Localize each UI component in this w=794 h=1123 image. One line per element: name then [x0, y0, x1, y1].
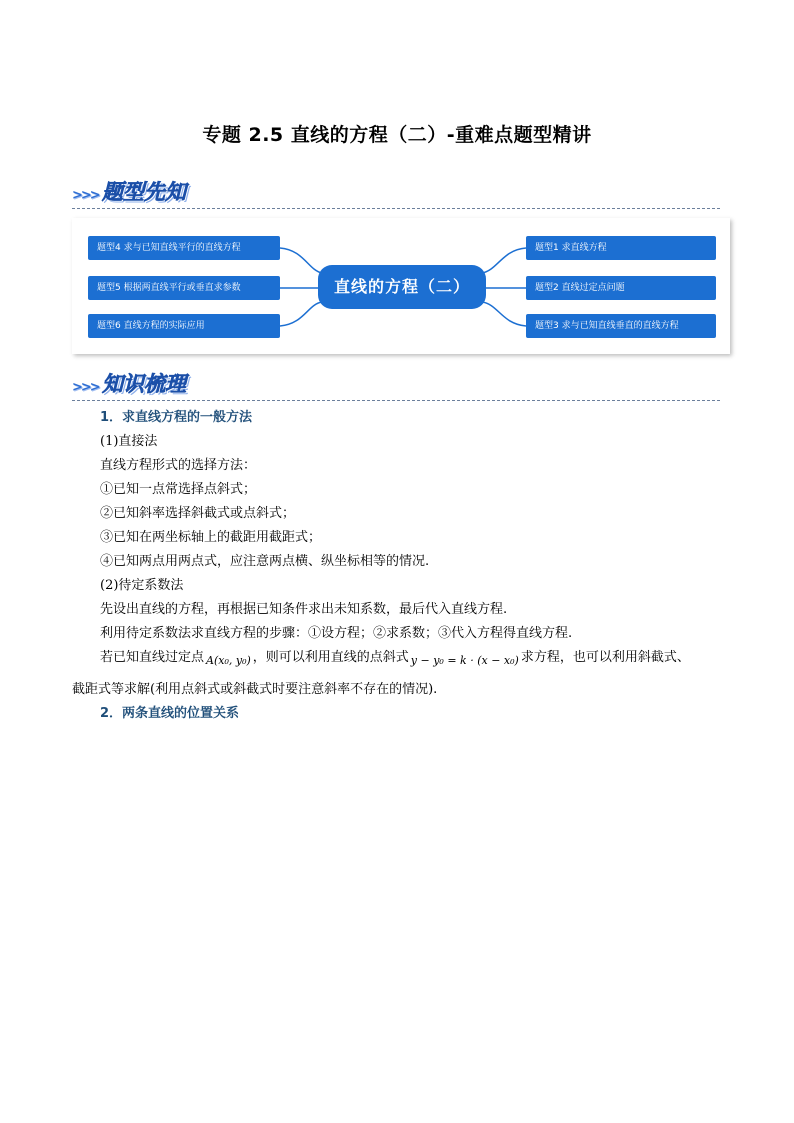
- connector-right-1: [482, 248, 526, 273]
- text-segment: 求方程，也可以利用斜截式、: [520, 650, 690, 665]
- heading-general-methods: 1．求直线方程的一般方法: [100, 410, 253, 425]
- formula-point: A(x₀, y₀): [206, 654, 251, 667]
- text-line: ③已知在两坐标轴上的截距用截距式；: [100, 530, 322, 545]
- section-divider: [72, 208, 720, 209]
- text-line: (2)待定系数法: [100, 578, 184, 593]
- text-segment: 若已知直线过定点: [100, 650, 205, 665]
- section-header-overview: [72, 176, 720, 206]
- connector-left-1: [280, 248, 322, 273]
- page-title: 专题 2.5 直线的方程（二）-重难点题型精讲: [202, 124, 592, 146]
- text-line: ①已知一点常选择点斜式；: [100, 482, 257, 497]
- text-line-fixed-point: [100, 646, 690, 667]
- text-line: 截距式等求解(利用点斜式或斜截式时要注意斜率不存在的情况).: [72, 682, 438, 697]
- heading-line-positions: 2．两条直线的位置关系: [100, 706, 240, 721]
- section-arrows: >>>: [72, 188, 99, 203]
- mindmap-node-type1: 题型1 求直线方程: [526, 236, 716, 260]
- section-label: 知识梳理: [102, 372, 186, 396]
- mindmap-node-type5: 题型5 根据两直线平行或垂直求参数: [88, 276, 280, 300]
- text-segment: ，则可以利用直线的点斜式: [252, 650, 409, 665]
- section-header-knowledge: [72, 368, 720, 398]
- section-divider: [72, 400, 720, 401]
- section-label: 题型先知: [102, 180, 186, 204]
- mindmap-node-type2: 题型2 直线过定点问题: [526, 276, 716, 300]
- text-line: 利用待定系数法求直线方程的步骤：①设方程；②求系数；③代入方程得直线方程.: [100, 626, 573, 641]
- mindmap-node-type3: 题型3 求与已知直线垂直的直线方程: [526, 314, 716, 338]
- text-line: ②已知斜率选择斜截式或点斜式；: [100, 506, 296, 521]
- section-arrows: >>>: [72, 380, 99, 395]
- formula-point-slope: y − y₀ = k · (x − x₀): [410, 654, 519, 667]
- text-line: 先设出直线的方程，再根据已知条件求出未知系数，最后代入直线方程.: [100, 602, 508, 617]
- mindmap-node-type4: 题型4 求与已知直线平行的直线方程: [88, 236, 280, 260]
- text-line: 直线方程形式的选择方法：: [100, 458, 257, 473]
- mindmap-center-node: 直线的方程（二）: [318, 265, 486, 309]
- mindmap: [72, 218, 730, 354]
- text-line: ④已知两点用两点式，应注意两点横、纵坐标相等的情况.: [100, 554, 430, 569]
- mindmap-node-type6: 题型6 直线方程的实际应用: [88, 314, 280, 338]
- connector-right-3: [482, 302, 526, 326]
- text-line: (1)直接法: [100, 434, 158, 449]
- connector-left-3: [280, 302, 322, 326]
